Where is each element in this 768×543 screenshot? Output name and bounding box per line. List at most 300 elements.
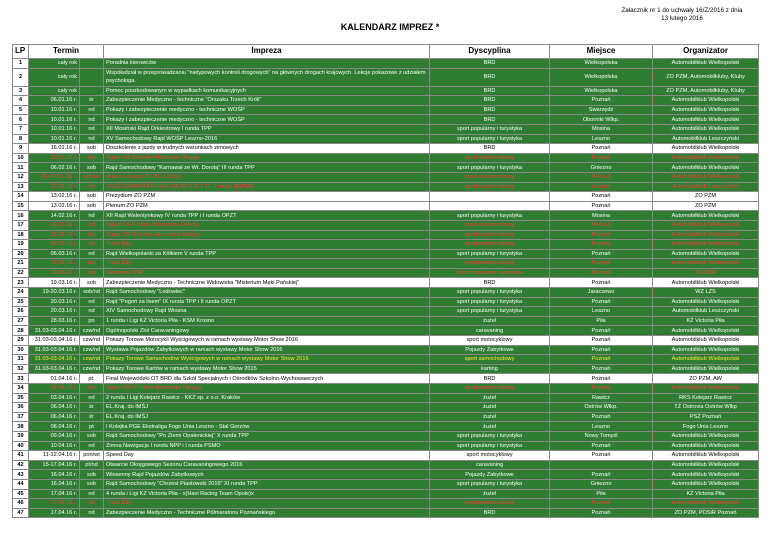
row-organizer: Automobilklub Wielkopolski — [653, 355, 759, 365]
row-day: nd — [80, 182, 104, 192]
row-lp: 20 — [13, 249, 29, 259]
row-date: 31.03-03.04.16 r. — [29, 355, 80, 365]
row-place: Poznań — [550, 384, 653, 394]
row-place: Gniezno — [550, 479, 653, 489]
row-event: Pokazy i zabezpieczenie medyczno - techniczne WOŚP — [104, 115, 430, 125]
row-lp: 22 — [13, 268, 29, 278]
row-day: pt. — [80, 374, 104, 384]
row-place: Gniezno — [550, 163, 653, 173]
row-date: 06-07.02. 16 r. — [29, 172, 80, 182]
row-lp: 9 — [13, 144, 29, 154]
row-day: nd — [80, 124, 104, 134]
table-row — [13, 192, 759, 202]
row-lp: 25 — [13, 297, 29, 307]
table-row — [13, 220, 759, 230]
table-row — [13, 59, 759, 69]
row-day: sob — [80, 163, 104, 173]
row-day: czw/nd — [80, 336, 104, 346]
row-place: Poznań — [550, 336, 653, 346]
row-place: Poznań — [550, 268, 653, 278]
row-place: Poznań — [550, 201, 653, 211]
row-day: śr — [80, 96, 104, 106]
row-day: śr — [80, 412, 104, 422]
row-place: Poznań — [550, 374, 653, 384]
table-row — [13, 307, 759, 317]
header-organizator: Organizator — [653, 45, 759, 59]
row-lp: 46 — [13, 499, 29, 509]
row-day: pon/wt — [80, 451, 104, 461]
row-place: Wielkopolska — [550, 59, 653, 69]
row-event: EL.Kraj. do IMŚJ — [104, 412, 430, 422]
row-day: sob — [80, 220, 104, 230]
row-day — [80, 59, 104, 69]
row-day — [80, 86, 104, 96]
row-organizer: Automobilklub Wielkopolski — [653, 297, 759, 307]
row-place: Mosina — [550, 124, 653, 134]
header-impreza: Impreza — [104, 45, 430, 59]
row-event: Auto na śniegu BC BC Leszno — [104, 172, 430, 182]
events-table — [12, 44, 759, 518]
row-lp: 2 — [13, 68, 29, 86]
row-day: sob — [80, 259, 104, 269]
table-row — [13, 470, 759, 480]
table-row — [13, 182, 759, 192]
row-day — [80, 68, 104, 86]
table-row — [13, 96, 759, 106]
table-row — [13, 105, 759, 115]
row-event: Zabezpieczenie Medyczno - Techniczne Widowiska "Misterium Męki Pańskiej" — [104, 278, 430, 288]
row-place: Poznań — [550, 96, 653, 106]
row-place: Leszno — [550, 307, 653, 317]
table-row — [13, 240, 759, 250]
row-place: Poznań — [550, 345, 653, 355]
row-day: czw/nd — [80, 364, 104, 374]
row-lp: 6 — [13, 115, 29, 125]
table-row — [13, 68, 759, 86]
row-event: Rajd Samochodowy "Karnawał ze Wt. Dorotą" III runda TPP — [104, 163, 430, 173]
row-organizer: Automobilklub Wielkopolski — [653, 451, 759, 461]
row-place: Poznań — [550, 508, 653, 518]
row-day: sob — [80, 384, 104, 394]
row-event: Super OS III runda Mistrzostw Okręgu — [104, 230, 430, 240]
row-organizer: Automobilklub Wielkopolski — [653, 259, 759, 269]
table-row — [13, 412, 759, 422]
header-dyscyplina: Dyscyplina — [430, 45, 550, 59]
row-event: Wiosenny Rajd Pojazdów Zabytkowych — [104, 470, 430, 480]
row-event: Super OS Zimowy Mistrzostw Okręgu — [104, 153, 430, 163]
row-lp: 43 — [13, 470, 29, 480]
row-day: nd — [80, 105, 104, 115]
row-date: 19.03.16 r. — [29, 278, 80, 288]
row-lp: 12 — [13, 172, 29, 182]
table-row — [13, 86, 759, 96]
row-lp: 7 — [13, 124, 29, 134]
row-organizer: Automobilklub Wielkopolski — [653, 479, 759, 489]
row-day: sob — [80, 278, 104, 288]
row-date: 09.04.16 r. — [29, 431, 80, 441]
row-lp: 21 — [13, 259, 29, 269]
row-date: 10.01.16 r. — [29, 134, 80, 144]
table-row — [13, 134, 759, 144]
row-organizer: Automobilklub Wielkopolski — [653, 240, 759, 250]
row-event: XV Samochodowy Rajd WOŚP Leszno-2016 — [104, 134, 430, 144]
row-day: sob — [80, 268, 104, 278]
row-event: XII Mosiński Rajd Orkiestrowy I runda TPP — [104, 124, 430, 134]
row-event: Wystawa Pojazdów Zabytkowych w ramach wystawy Motor Show 2016 — [104, 345, 430, 355]
row-lp: 31 — [13, 355, 29, 365]
row-discipline: BRD — [430, 96, 550, 106]
row-place: Poznań — [550, 470, 653, 480]
row-lp: 44 — [13, 479, 29, 489]
row-lp: 28 — [13, 326, 29, 336]
row-place: Leszno — [550, 422, 653, 432]
row-lp: 36 — [13, 403, 29, 413]
row-event: Pokazy Torowe Samochodów Wyścigowych w ramach wystawy Motor Show 2016 — [104, 355, 430, 365]
row-day: sob — [80, 153, 104, 163]
row-organizer: Automobilklub Wielkopolski — [653, 326, 759, 336]
table-row — [13, 451, 759, 461]
row-discipline: sport samochodowy — [430, 240, 550, 250]
row-day: nd — [80, 297, 104, 307]
row-lp: 4 — [13, 96, 29, 106]
row-organizer: Fogo Unia Leszno — [653, 422, 759, 432]
row-place: Piła — [550, 489, 653, 499]
table-row — [13, 479, 759, 489]
row-organizer: ZO PZM, Automobilkluby, Kluby — [653, 86, 759, 96]
row-discipline: BRD — [430, 508, 550, 518]
row-lp: 39 — [13, 431, 29, 441]
row-organizer: Automobilklub Wielkopolski — [653, 230, 759, 240]
row-place: Rawicz — [550, 393, 653, 403]
row-event: Rajd Samochodowy "Po Ziemi Opałenickiej" X runda TPP — [104, 431, 430, 441]
row-discipline: żużel — [430, 403, 550, 413]
row-day: nd — [80, 211, 104, 221]
row-event: Zabezpieczenie Medyczno - techniczne "Orszaku Trzech Króli" — [104, 96, 430, 106]
row-date: 17.04.16 r. — [29, 489, 80, 499]
row-discipline: sport samochodowy — [430, 355, 550, 365]
row-organizer: Automobilklub Leszczyński — [653, 307, 759, 317]
row-date: 20.03.16 r. — [29, 307, 80, 317]
row-day: sob — [80, 201, 104, 211]
row-lp: 16 — [13, 211, 29, 221]
row-date: cały rok — [29, 68, 80, 86]
row-event: Pokazy i zabezpieczenie medyczno - techniczne WOŚP — [104, 105, 430, 115]
row-place: Poznań — [550, 259, 653, 269]
row-organizer: RKS Kolejarz Rawicz — [653, 393, 759, 403]
row-organizer: Automobilklub Wielkopolski — [653, 124, 759, 134]
row-event: Track Day — [104, 259, 430, 269]
row-date: 06.04.16 r. — [29, 412, 80, 422]
row-event: Rajd Samochodowy "Chrzest Piastowski 2016" XI runda TPP — [104, 479, 430, 489]
row-date: 16.04.16 r. — [29, 470, 80, 480]
row-discipline: BRD — [430, 278, 550, 288]
row-lp: 38 — [13, 422, 29, 432]
row-organizer: KŻ Victoria Piła — [653, 316, 759, 326]
row-day: śr — [80, 403, 104, 413]
row-discipline: BRD — [430, 86, 550, 96]
row-organizer: Automobilklub Wielkopolski — [653, 163, 759, 173]
row-place: Poznań — [550, 249, 653, 259]
row-day: nd — [80, 307, 104, 317]
row-day: pn — [80, 316, 104, 326]
row-discipline: sport motocyklowy — [430, 451, 550, 461]
row-discipline: sport samochodowy — [430, 153, 550, 163]
row-lp: 40 — [13, 441, 29, 451]
row-organizer: ZO PZM — [653, 192, 759, 202]
row-lp: 34 — [13, 384, 29, 394]
row-day: sob — [80, 230, 104, 240]
row-discipline — [430, 192, 550, 202]
row-organizer: ZO PZM, AW — [653, 374, 759, 384]
row-date: 05.03.16 r. — [29, 230, 80, 240]
row-lp: 14 — [13, 192, 29, 202]
row-organizer: ZO PZM, POSiR Poznań — [653, 508, 759, 518]
row-place: Poznań — [550, 326, 653, 336]
row-organizer: Automobilklub Wielkopolski — [653, 431, 759, 441]
row-day: czw/nd — [80, 326, 104, 336]
table-row — [13, 297, 759, 307]
row-date: 20.02.16 r. — [29, 220, 80, 230]
row-discipline: Pojazdy Zabytkowe — [430, 345, 550, 355]
row-organizer: Automobilklub Wielkopolski — [653, 278, 759, 288]
row-discipline: sport popularny i turystyka — [430, 249, 550, 259]
row-lp: 5 — [13, 105, 29, 115]
row-lp: 37 — [13, 412, 29, 422]
row-lp: 19 — [13, 240, 29, 250]
row-organizer: Automobilklub Wielkopolski — [653, 441, 759, 451]
row-event: Super OS IV runda Mistrzostw Okręgu — [104, 384, 430, 394]
row-organizer: Automobilklub Wielkopolski — [653, 460, 759, 470]
row-discipline: sport samochodowy — [430, 182, 550, 192]
table-row — [13, 499, 759, 509]
row-date: 10.04.16 r. — [29, 441, 80, 451]
row-place: Poznań — [550, 144, 653, 154]
row-event: Track Day — [104, 499, 430, 509]
row-organizer: Automobilklub Wielkopolski — [653, 499, 759, 509]
row-organizer: Automobilklub Wielkopolski — [653, 211, 759, 221]
row-discipline: BRD — [430, 144, 550, 154]
row-date: 28.03.16 r. — [29, 316, 80, 326]
table-row — [13, 316, 759, 326]
row-event: Szkolenia OSP — [104, 268, 430, 278]
row-discipline: sport samochodowy — [430, 259, 550, 269]
row-organizer: KŻ Victoria Piła — [653, 489, 759, 499]
row-place: Poznań — [550, 364, 653, 374]
row-discipline: BRD — [430, 59, 550, 69]
row-event: Pokazy Torowe Kartów w ramach wystawy Motor Show 2015 — [104, 364, 430, 374]
row-place: Poznań — [550, 278, 653, 288]
row-event: Zabezpieczenie Medyczno - Techniczne Półmaratonu Poznańskiego — [104, 508, 430, 518]
table-row — [13, 278, 759, 288]
row-event: Pomoc poszkodowanym w wypadkach komunikacyjnych — [104, 86, 430, 96]
row-date: 19.03.16 r. — [29, 259, 80, 269]
row-date: cały rok — [29, 86, 80, 96]
annex-note: Załacznik nr 1 do uchwały 16/Z/2016 z dnia 13 lutego 2016 — [621, 7, 743, 22]
table-row — [13, 374, 759, 384]
row-lp: 27 — [13, 316, 29, 326]
row-organizer: Automobilklub Leszczyński — [653, 134, 759, 144]
row-place: Leszno — [550, 134, 653, 144]
table-row — [13, 508, 759, 518]
row-day: nd — [80, 134, 104, 144]
row-organizer: Automobilklub Wielkopolski — [653, 172, 759, 182]
row-place: Mosina — [550, 211, 653, 221]
row-event: XXXIII SAMOCHODOWY RAJD "F E T Y" - I runda RSPMS — [104, 182, 430, 192]
row-lp: 35 — [13, 393, 29, 403]
row-lp: 24 — [13, 288, 29, 298]
row-day: nd — [80, 489, 104, 499]
row-discipline: sport samochodowy — [430, 172, 550, 182]
row-discipline: karting — [430, 364, 550, 374]
row-discipline — [430, 201, 550, 211]
row-discipline: żużel — [430, 489, 550, 499]
row-date: 13.02.16 r. — [29, 201, 80, 211]
row-organizer: Automobilklub Wielkopolski — [653, 144, 759, 154]
row-lp: 47 — [13, 508, 29, 518]
row-discipline: BRD — [430, 115, 550, 125]
table-row — [13, 288, 759, 298]
row-day: sob — [80, 144, 104, 154]
row-organizer: Automobilklub Wielkopolski — [653, 384, 759, 394]
row-date: 16.04.16 r. — [29, 479, 80, 489]
row-discipline: BRD — [430, 105, 550, 115]
row-organizer: Automobilklub Wielkopolski — [653, 249, 759, 259]
row-date: 31.03-03.04.16 r. — [29, 345, 80, 355]
row-place: Poznań — [550, 153, 653, 163]
table-row — [13, 326, 759, 336]
row-event: Speed Day — [104, 451, 430, 461]
row-place: Wielkopolska — [550, 86, 653, 96]
row-date: 17.04.16 r. — [29, 499, 80, 509]
row-event: 4 runda i Ligi KZ Victoria Piła - x(Havi Racing Team Opole)x — [104, 489, 430, 499]
row-date: 31.03-03.04.16 r. — [29, 364, 80, 374]
row-date: 07.02.16 r. — [29, 182, 80, 192]
table-row — [13, 124, 759, 134]
row-date: 10.01.16 r. — [29, 124, 80, 134]
row-organizer: TŻ Ostrovia Ostrów Wlkp — [653, 403, 759, 413]
row-day: nd — [80, 115, 104, 125]
row-discipline: caravaning — [430, 460, 550, 470]
row-discipline: sport popularny i turystyka — [430, 134, 550, 144]
row-place: Poznań — [550, 240, 653, 250]
row-discipline: żużel — [430, 393, 550, 403]
row-discipline: sport samochodowy — [430, 230, 550, 240]
row-lp: 26 — [13, 307, 29, 317]
row-discipline: sport popularny i turystyka — [430, 288, 550, 298]
table-row — [13, 422, 759, 432]
row-day: nd — [80, 240, 104, 250]
row-discipline: sport samochodowy — [430, 220, 550, 230]
row-day: czw/nd — [80, 355, 104, 365]
row-lp: 30 — [13, 345, 29, 355]
row-lp: 15 — [13, 201, 29, 211]
table-row — [13, 384, 759, 394]
row-discipline: sport popularny i turystyka — [430, 268, 550, 278]
row-organizer: Automobilklub Wielkopolski — [653, 470, 759, 480]
row-discipline: sport popularny i turystyka — [430, 479, 550, 489]
row-date: 31.03-03.04.16 r. — [29, 336, 80, 346]
page-title: KALENDARZ IMPREZ * — [340, 22, 440, 32]
row-place: Poznań — [550, 172, 653, 182]
row-date: 03.04.16 r. — [29, 393, 80, 403]
row-organizer: PSŻ Poznań — [653, 412, 759, 422]
row-lp: 1 — [13, 59, 29, 69]
row-lp: 41 — [13, 451, 29, 461]
row-event: XII Rajd Walentynkowy IV runda TPP i I runda OPZT — [104, 211, 430, 221]
row-discipline: BRD — [430, 68, 550, 86]
row-date: 19-20.03.16 r. — [29, 288, 80, 298]
row-day: czw/nd — [80, 345, 104, 355]
row-discipline: żużel — [430, 422, 550, 432]
table-row — [13, 259, 759, 269]
row-day: pt/nd — [80, 460, 104, 470]
row-date: 31.03-03.04.16 r. — [29, 326, 80, 336]
row-event: XIV Samochodowy Rajd Wiosna — [104, 307, 430, 317]
row-date: 06.04.16 r. — [29, 403, 80, 413]
table-header-row — [13, 45, 759, 59]
row-place: Poznań — [550, 297, 653, 307]
row-place: Poznań — [550, 192, 653, 202]
row-event: Pokazy Torowe Motocykli Wyścigowych w ramach wystawy Motor Show 2016 — [104, 336, 430, 346]
row-event: Super OS II runda Mistrzostw Okręgu — [104, 220, 430, 230]
row-date: 10.01.16 r. — [29, 115, 80, 125]
row-place: Poznań — [550, 412, 653, 422]
table-row — [13, 431, 759, 441]
row-lp: 13 — [13, 182, 29, 192]
row-date: 02.04.16 r. — [29, 384, 80, 394]
row-day: nd — [80, 508, 104, 518]
table-row — [13, 460, 759, 470]
row-organizer: ZO PZM — [653, 201, 759, 211]
row-date: 08.04.16 r. — [29, 422, 80, 432]
table-row — [13, 336, 759, 346]
table-row — [13, 355, 759, 365]
row-organizer: Automobilklub Leszczyński — [653, 182, 759, 192]
row-date: 01.04.16 r. — [29, 374, 80, 384]
row-discipline: sport popularny i turystyka — [430, 211, 550, 221]
header-miejsce: Miejsce — [550, 45, 653, 59]
table-row — [13, 393, 759, 403]
row-discipline: sport samochodowy — [430, 499, 550, 509]
row-day: sob/nd — [80, 172, 104, 182]
row-discipline: sport popularny i turystyka — [430, 297, 550, 307]
table-row — [13, 441, 759, 451]
row-date: 16.01.16 r. — [29, 144, 80, 154]
row-place: Piła — [550, 316, 653, 326]
row-date: cały rok — [29, 59, 80, 69]
table-row — [13, 115, 759, 125]
header-termin: Termin — [29, 45, 104, 59]
row-lp: 32 — [13, 364, 29, 374]
row-organizer: Automobilklub Wielkopolski — [653, 345, 759, 355]
row-event: Rajd Wielkopolanki za Kółkiem V runda TPP — [104, 249, 430, 259]
row-discipline: Pojazdy Zabytkowe — [430, 470, 550, 480]
row-event: Współudział w przeprowadzaniu "nietypowych kontroli drogowych" na głównych drogach krajowych. Lekcje pokazowe z udziałem psychologa. — [104, 68, 430, 86]
row-discipline: sport motocyklowy — [430, 336, 550, 346]
table-row — [13, 211, 759, 221]
row-date: 13.02.16 r. — [29, 192, 80, 202]
row-discipline: żużel — [430, 316, 550, 326]
table-row — [13, 201, 759, 211]
row-organizer: ZO PZM, Automobilkluby, Kluby — [653, 68, 759, 86]
row-event: 2 runda I Ligi Kolejarz Rawicz - KKZ sp. z o.o. Kraków — [104, 393, 430, 403]
row-lp: 29 — [13, 336, 29, 346]
row-date: 14.02.16 r. — [29, 211, 80, 221]
row-event: Track Day — [104, 240, 430, 250]
row-event: Ogólnopolski Zlot Caravaningowy — [104, 326, 430, 336]
row-organizer: Automobilklub Wielkopolski — [653, 59, 759, 69]
row-organizer: Automobilklub Wielkopolski — [653, 153, 759, 163]
